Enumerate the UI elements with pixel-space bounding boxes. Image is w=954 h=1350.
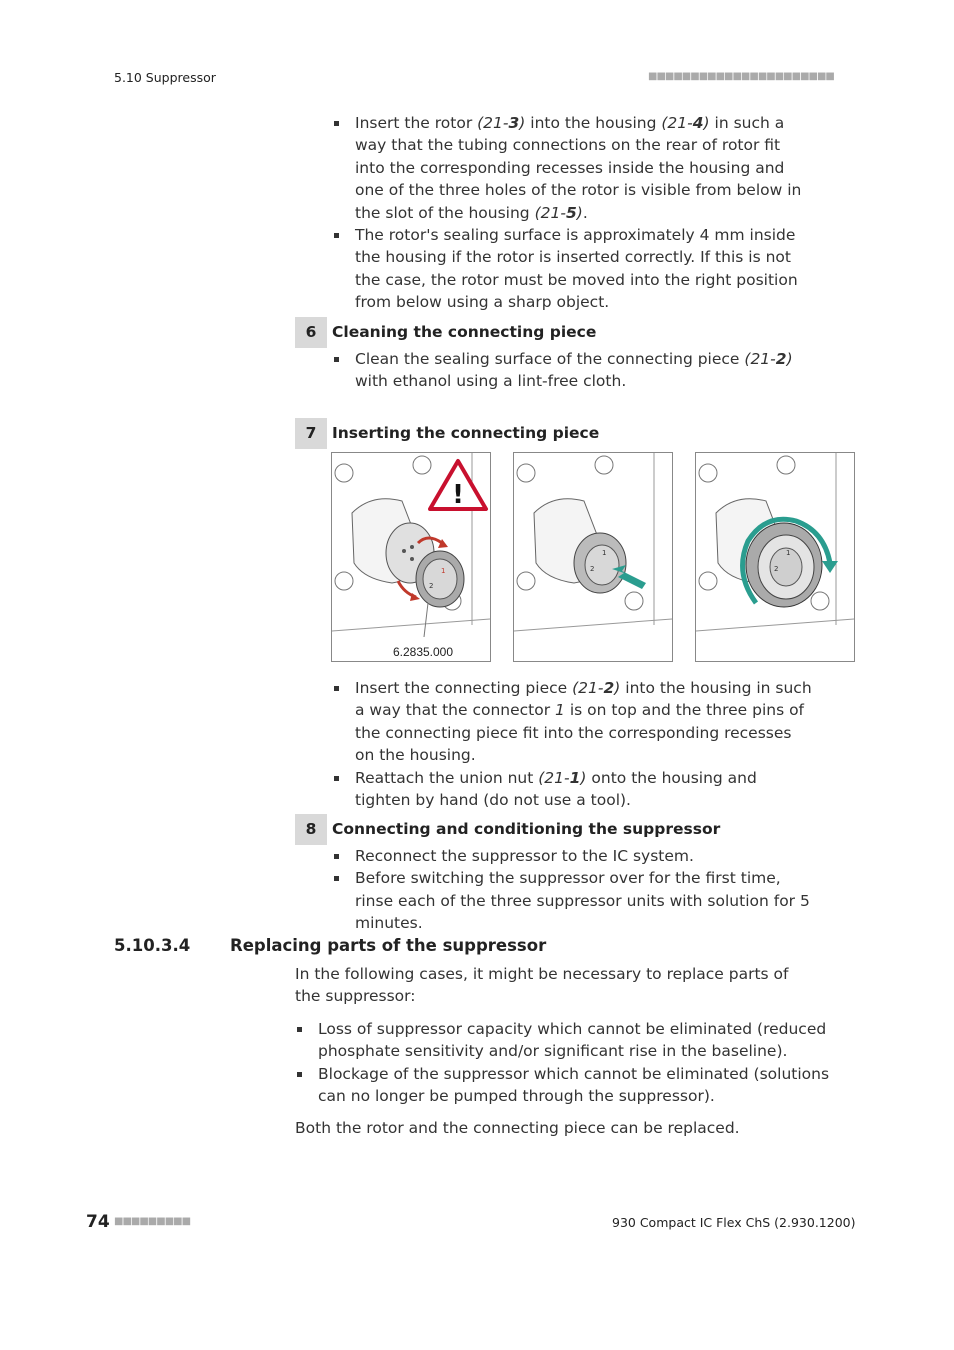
bullet-square-icon <box>334 854 339 859</box>
list-item: Blockage of the suppressor which cannot be eliminated (solutions can no longer be pumped through the suppressor). <box>295 1063 830 1108</box>
list-item: Insert the connecting piece (21-2) into the housing in such a way that the connector 1 is on top and the three pins of the connecting piece fit into the corresponding recesses on the housing. <box>332 677 812 767</box>
list-item: Before switching the suppressor over for the first time, rinse each of the three suppressor units with solution for 5 minutes. <box>332 867 812 934</box>
step-7-bullets <box>332 677 812 811</box>
running-header-section: 5.10 Suppressor <box>114 70 216 85</box>
step-6-bullets <box>332 348 812 393</box>
connector-label-2: 2 <box>774 565 779 573</box>
insert-illustration <box>514 453 672 661</box>
list-item: Clean the sealing surface of the connecting piece (21-2) with ethanol using a lint-free cloth. <box>332 348 812 393</box>
step-number: 8 <box>295 814 327 845</box>
connecting-piece-illustration <box>332 453 490 661</box>
step-number: 6 <box>295 317 327 348</box>
list-item: Reconnect the suppressor to the IC system. <box>332 845 812 867</box>
connector-label-2: 2 <box>429 582 434 590</box>
connector-label-1: 1 <box>602 549 607 557</box>
connector-label-2: 2 <box>590 565 595 573</box>
footer-product: 930 Compact IC Flex ChS (2.930.1200) <box>612 1215 856 1230</box>
bullet-square-icon <box>334 357 339 362</box>
section-title: Replacing parts of the suppressor <box>230 936 547 955</box>
list-item: The rotor's sealing surface is approximately 4 mm inside the housing if the rotor is inserted correctly. If this is not the case, the rotor must be moved into the right position from below using a sharp object. <box>332 224 812 314</box>
step-title: Connecting and conditioning the suppressor <box>332 820 721 838</box>
list-item: Loss of suppressor capacity which cannot be eliminated (reduced phosphate sensitivity and/or significant rise in the baseline). <box>295 1018 830 1063</box>
bullet-square-icon <box>334 876 339 881</box>
connector-label-1: 1 <box>786 549 791 557</box>
svg-text:!: ! <box>452 480 464 510</box>
footer-dots: ■■■■■■■■■ <box>114 1216 191 1227</box>
step-8-bullets <box>332 845 812 935</box>
bullet-square-icon <box>334 233 339 238</box>
step-number: 7 <box>295 418 327 449</box>
section-closing: Both the rotor and the connecting piece can be replaced. <box>295 1119 740 1137</box>
tighten-illustration <box>696 453 854 661</box>
bullet-square-icon <box>334 121 339 126</box>
list-item: Insert the rotor (21-3) into the housing (21-4) in such a way that the tubing connections on the rear of rotor fit into the corresponding recesses inside the housing and one of the three holes of the rotor is visible from below in the slot of the housing (21-5). <box>332 112 812 224</box>
page-number: 74 <box>86 1212 110 1232</box>
bullet-square-icon <box>334 686 339 691</box>
bullet-square-icon <box>334 776 339 781</box>
bullet-square-icon <box>297 1027 302 1032</box>
intro-bullet-list <box>332 112 812 314</box>
section-intro: In the following cases, it might be necessary to replace parts of the suppressor: <box>295 965 789 1006</box>
step-title: Inserting the connecting piece <box>332 424 600 442</box>
figure-panel-insert <box>513 452 673 662</box>
figure-panel-tighten <box>695 452 855 662</box>
figure-panel-remove <box>331 452 491 662</box>
bullet-square-icon <box>297 1072 302 1077</box>
connector-label-1: 1 <box>441 567 446 575</box>
step-title: Cleaning the connecting piece <box>332 323 597 341</box>
part-number-label: 6.2835.000 <box>392 645 454 659</box>
running-header-dots: ■■■■■■■■■■■■■■■■■■■■■■ <box>648 71 834 82</box>
section-number: 5.10.3.4 <box>114 936 191 955</box>
list-item: Reattach the union nut (21-1) onto the housing and tighten by hand (do not use a tool). <box>332 767 812 812</box>
section-bullets <box>295 1018 830 1108</box>
